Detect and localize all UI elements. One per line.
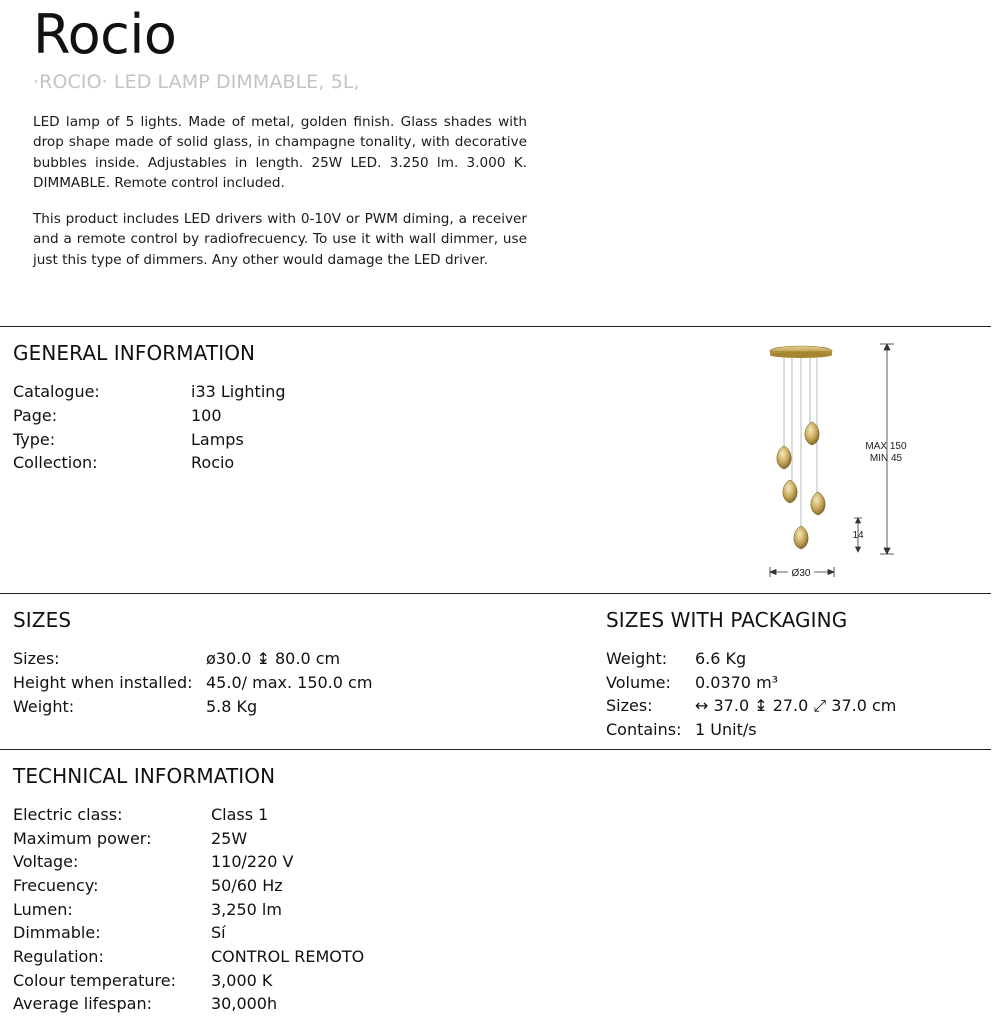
product-title: Rocio — [33, 3, 177, 66]
tech-label: Lumen: — [13, 900, 73, 919]
packaging-value: ↔ 37.0 ↨ 27.0 ⤢ 37.0 cm — [695, 696, 897, 715]
tech-value: Sí — [211, 923, 226, 942]
packaging-value: 6.6 Kg — [695, 649, 747, 668]
tech-label: Electric class: — [13, 805, 123, 824]
info-value: Lamps — [191, 430, 244, 449]
shade-height-label: 14 — [852, 530, 864, 541]
lamp-dimension-diagram — [760, 334, 920, 582]
size-value: 5.8 Kg — [206, 697, 258, 716]
height-max-label: MAX 150 — [865, 441, 907, 452]
info-label: Catalogue: — [13, 382, 100, 401]
general-information-heading: GENERAL INFORMATION — [13, 341, 256, 365]
size-label: Height when installed: — [13, 673, 193, 692]
tech-label: Regulation: — [13, 947, 104, 966]
info-label: Type: — [13, 430, 56, 449]
tech-value: 3,000 K — [211, 971, 273, 990]
section-divider — [0, 326, 991, 327]
info-value: i33 Lighting — [191, 382, 286, 401]
packaging-label: Contains: — [606, 720, 682, 739]
tech-label: Colour temperature: — [13, 971, 176, 990]
tech-label: Maximum power: — [13, 829, 152, 848]
tech-value: 110/220 V — [211, 852, 294, 871]
canopy-base — [770, 352, 832, 358]
tech-label: Voltage: — [13, 852, 79, 871]
size-label: Weight: — [13, 697, 75, 716]
packaging-label: Volume: — [606, 673, 671, 692]
info-value: Rocio — [191, 453, 235, 472]
size-value: ø30.0 ↨ 80.0 cm — [206, 649, 341, 668]
tech-value: 3,250 lm — [211, 900, 282, 919]
tech-value: CONTROL REMOTO — [211, 947, 365, 966]
tech-value: 30,000h — [211, 994, 278, 1013]
tech-value: 25W — [211, 829, 248, 848]
width-label: Ø30 — [791, 568, 811, 579]
tech-value: Class 1 — [211, 805, 269, 824]
tech-label: Frecuency: — [13, 876, 99, 895]
packaging-label: Sizes: — [606, 696, 653, 715]
tech-value: 50/60 Hz — [211, 876, 283, 895]
packaging-label: Weight: — [606, 649, 668, 668]
info-label: Page: — [13, 406, 58, 425]
packaging-value: 0.0370 m³ — [695, 673, 779, 692]
size-label: Sizes: — [13, 649, 60, 668]
technical-information-heading: TECHNICAL INFORMATION — [13, 764, 276, 788]
product-driver-note: This product includes LED drivers with 0-10V or PWM diming, a receiver and a remote control by radiofrecuency. To use it with wall dimmer, use just this type of dimmers. Any other would damage the LED driver. — [33, 211, 527, 268]
height-min-label: MIN 45 — [869, 453, 903, 464]
size-value: 45.0/ max. 150.0 cm — [206, 673, 373, 692]
section-divider — [0, 749, 991, 750]
tech-label: Average lifespan: — [13, 994, 152, 1013]
product-subtitle: ·ROCIO· LED LAMP DIMMABLE, 5L, — [33, 71, 360, 93]
info-value: 100 — [191, 406, 222, 425]
tech-label: Dimmable: — [13, 923, 101, 942]
info-label: Collection: — [13, 453, 98, 472]
product-description: LED lamp of 5 lights. Made of metal, golden finish. Glass shades with drop shape made of solid glass, in champagne tonality, with decorative bubbles inside. Adjustables in length. 25W LED. 3.250 lm. 3.000 K. DIMMABLE. Remote control included. — [33, 114, 527, 192]
packaging-value: 1 Unit/s — [695, 720, 757, 739]
sizes-heading: SIZES — [13, 608, 72, 632]
packaging-heading: SIZES WITH PACKAGING — [606, 608, 848, 632]
section-divider — [0, 593, 991, 594]
